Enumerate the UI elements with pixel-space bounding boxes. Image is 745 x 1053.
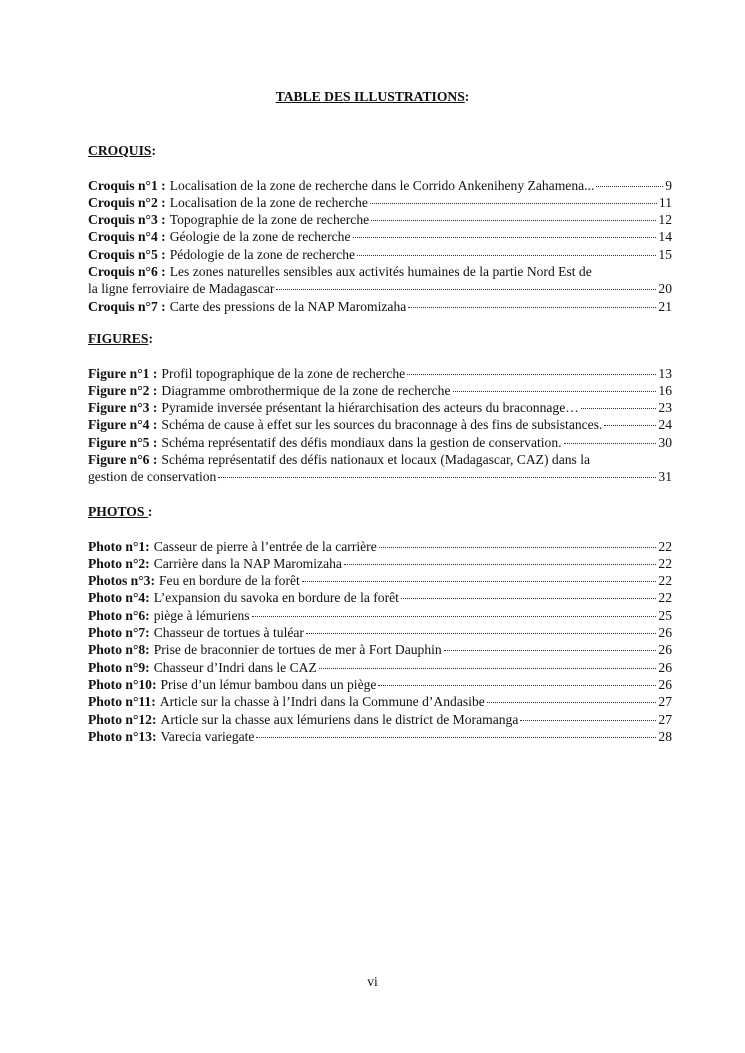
- entry-page: 13: [658, 365, 672, 381]
- toc-entry-line: [88, 194, 672, 211]
- entry-title: L’expansion du savoka en bordure de la forêt: [153, 590, 399, 606]
- toc-entry-line: [88, 711, 672, 728]
- toc-entry: [88, 641, 672, 658]
- entry-title: Casseur de pierre à l’entrée de la carrière: [153, 538, 377, 554]
- entry-page: 9: [665, 177, 672, 193]
- entry-page: 22: [658, 555, 672, 571]
- entry-page: 11: [658, 194, 672, 210]
- toc-entry: [88, 382, 672, 399]
- entry-title: Prise de braconnier de tortues de mer à Fort Dauphin: [153, 642, 442, 658]
- entry-page: 16: [658, 382, 672, 398]
- dot-leader: [407, 374, 656, 375]
- toc-entry: [88, 263, 672, 298]
- toc-entry: [88, 676, 672, 693]
- toc-entry: [88, 659, 672, 676]
- entry-page: 20: [658, 281, 672, 297]
- entry-label: Photo n°1:: [88, 538, 150, 554]
- entry-title: Les zones naturelles sensibles aux activités humaines de la partie Nord Est de: [169, 264, 592, 280]
- dot-leader: [344, 564, 656, 565]
- toc-entry-line: [88, 589, 672, 606]
- toc-entry-line: [88, 624, 672, 641]
- entry-title: Prise d’un lémur bambou dans un piège: [160, 676, 377, 692]
- entry-title-continued: la ligne ferroviaire de Madagascar: [88, 281, 275, 297]
- title-suffix: :: [464, 89, 470, 104]
- page-title: [0, 89, 745, 105]
- toc-entry: [88, 711, 672, 728]
- section-heading-text: PHOTOS: [88, 504, 148, 519]
- entry-title: Feu en bordure de la forêt: [159, 573, 300, 589]
- section-heading: [88, 330, 672, 347]
- entry-page: 26: [658, 625, 672, 641]
- spacer: [88, 520, 672, 537]
- spacer: [88, 347, 672, 364]
- dot-leader: [408, 307, 656, 308]
- entry-page: 25: [658, 607, 672, 623]
- entry-page: 24: [658, 417, 672, 433]
- toc-entry: [88, 194, 672, 211]
- title-text: TABLE DES ILLUSTRATIONS: [275, 89, 465, 104]
- toc-entry-line: [88, 693, 672, 710]
- section-heading-suffix: :: [151, 143, 156, 158]
- toc-entry-line: [88, 246, 672, 263]
- dot-leader: [370, 203, 657, 204]
- entry-label: Photo n°2:: [88, 555, 150, 571]
- entry-label: Figure n°2 :: [88, 382, 158, 398]
- entry-label: Croquis n°1 :: [88, 177, 166, 193]
- dot-leader: [444, 650, 657, 651]
- toc-entry: [88, 434, 672, 451]
- toc-entry-line: [88, 280, 672, 297]
- dot-leader: [379, 547, 657, 548]
- toc-entry-line: [88, 538, 672, 555]
- toc-entry: [88, 365, 672, 382]
- dot-leader: [487, 702, 657, 703]
- entry-page: 15: [658, 246, 672, 262]
- toc-entry: [88, 693, 672, 710]
- toc-entry-line: [88, 298, 672, 315]
- toc-entry-line: [88, 263, 672, 280]
- dot-leader: [276, 289, 656, 290]
- toc-entry: [88, 555, 672, 572]
- entry-title: Schéma représentatif des défis mondiaux dans la gestion de conservation.: [161, 434, 562, 450]
- section-photos: [88, 503, 672, 745]
- entry-title: Chasseur d’Indri dans le CAZ: [153, 659, 317, 675]
- entry-title: Topographie de la zone de recherche: [169, 212, 370, 228]
- entry-label: Photo n°11:: [88, 694, 156, 710]
- dot-leader: [453, 391, 657, 392]
- dot-leader: [596, 186, 663, 187]
- dot-leader: [256, 737, 656, 738]
- entry-label: Figure n°4 :: [88, 417, 158, 433]
- entry-title: Géologie de la zone de recherche: [169, 229, 351, 245]
- toc-entry: [88, 246, 672, 263]
- dot-leader: [306, 633, 656, 634]
- dot-leader: [520, 720, 656, 721]
- toc-entry-line: [88, 365, 672, 382]
- toc-entry: [88, 211, 672, 228]
- entry-page: 21: [658, 298, 672, 314]
- toc-entry: [88, 399, 672, 416]
- toc-entry-line: [88, 641, 672, 658]
- entry-label: Photo n°4:: [88, 590, 150, 606]
- section-figures: [88, 330, 672, 486]
- toc-entry-line: [88, 728, 672, 745]
- entry-label: Croquis n°7 :: [88, 298, 166, 314]
- toc-entry-line: [88, 468, 672, 485]
- entry-title: Schéma de cause à effet sur les sources du braconnage à des fins de subsistances.: [161, 417, 603, 433]
- dot-leader: [252, 616, 657, 617]
- dot-leader: [357, 255, 656, 256]
- entry-title: Profil topographique de la zone de recherche: [161, 365, 406, 381]
- entry-label: Figure n°3 :: [88, 400, 158, 416]
- entry-title: Localisation de la zone de recherche dans le Corrido Ankeniheny Zahamena...: [169, 177, 595, 193]
- entry-label: Photo n°12:: [88, 711, 157, 727]
- toc-entry: [88, 607, 672, 624]
- entry-label: Croquis n°6 :: [88, 264, 166, 280]
- entry-page: 27: [658, 711, 672, 727]
- entry-title: Chasseur de tortues à tuléar: [153, 625, 304, 641]
- entry-title: Diagramme ombrothermique de la zone de recherche: [161, 382, 451, 398]
- entry-title: piège à lémuriens: [153, 607, 250, 623]
- entry-title: Localisation de la zone de recherche: [169, 194, 368, 210]
- toc-entry-line: [88, 382, 672, 399]
- entry-label: Photo n°10:: [88, 676, 157, 692]
- entry-page: 12: [658, 212, 672, 228]
- entry-page: 26: [658, 659, 672, 675]
- toc-entry: [88, 538, 672, 555]
- entry-label: Photo n°8:: [88, 642, 150, 658]
- section-croquis: [88, 142, 672, 315]
- entry-page: 28: [658, 728, 672, 744]
- toc-entry-line: [88, 676, 672, 693]
- toc-entry: [88, 416, 672, 433]
- entry-title: Pyramide inversée présentant la hiérarchisation des acteurs du braconnage…: [161, 400, 579, 416]
- dot-leader: [378, 685, 656, 686]
- toc-entry: [88, 624, 672, 641]
- entry-page: 26: [658, 642, 672, 658]
- dot-leader: [581, 408, 657, 409]
- entry-page: 22: [658, 538, 672, 554]
- entry-label: Figure n°1 :: [88, 365, 158, 381]
- section-heading-text: FIGURES: [88, 331, 149, 346]
- entry-label: Croquis n°3 :: [88, 212, 166, 228]
- toc-entry: [88, 177, 672, 194]
- toc-entry-line: [88, 399, 672, 416]
- dot-leader: [604, 425, 656, 426]
- entry-page: 30: [658, 434, 672, 450]
- page-number: vi: [367, 974, 378, 989]
- entry-label: Photo n°9:: [88, 659, 150, 675]
- entry-page: 27: [658, 694, 672, 710]
- toc-entry-line: [88, 211, 672, 228]
- toc-entry-line: [88, 416, 672, 433]
- entry-label: Croquis n°5 :: [88, 246, 166, 262]
- entry-title: Article sur la chasse aux lémuriens dans le district de Moramanga: [160, 711, 519, 727]
- toc-entry-line: [88, 607, 672, 624]
- dot-leader: [302, 581, 657, 582]
- spacer: [88, 159, 672, 176]
- entry-title: Article sur la chasse à l’Indri dans la Commune d’Andasibe: [159, 694, 485, 710]
- toc-entry-line: [88, 659, 672, 676]
- section-heading-suffix: :: [148, 331, 153, 346]
- toc-entry: [88, 589, 672, 606]
- toc-entry-line: [88, 572, 672, 589]
- toc-entry-line: [88, 555, 672, 572]
- entry-title: Varecia variegate: [160, 728, 255, 744]
- toc-entry-line: [88, 177, 672, 194]
- entry-label: Photos n°3:: [88, 573, 155, 589]
- section-heading: [88, 142, 672, 159]
- toc-entry-line: [88, 228, 672, 245]
- toc-entry-line: [88, 434, 672, 451]
- entry-page: 22: [658, 573, 672, 589]
- section-heading: [88, 503, 672, 520]
- entry-page: 26: [658, 676, 672, 692]
- dot-leader: [319, 668, 657, 669]
- toc-entry: [88, 298, 672, 315]
- entry-title: Schéma représentatif des défis nationaux et locaux (Madagascar, CAZ) dans la: [161, 452, 591, 468]
- entry-title: Carte des pressions de la NAP Maromizaha: [169, 298, 407, 314]
- entry-label: Figure n°6 :: [88, 452, 158, 468]
- toc-entry: [88, 572, 672, 589]
- toc-entry: [88, 728, 672, 745]
- entry-page: 23: [658, 400, 672, 416]
- entry-page: 22: [658, 590, 672, 606]
- toc-entry-line: [88, 451, 672, 468]
- dot-leader: [401, 598, 656, 599]
- entry-label: Photo n°13:: [88, 728, 157, 744]
- toc-entry: [88, 228, 672, 245]
- dot-leader: [564, 443, 657, 444]
- entry-label: Photo n°7:: [88, 625, 150, 641]
- entry-label: Croquis n°4 :: [88, 229, 166, 245]
- entry-page: 31: [658, 469, 672, 485]
- entry-page: 14: [658, 229, 672, 245]
- entry-label: Figure n°5 :: [88, 434, 158, 450]
- section-heading-text: CROQUIS: [88, 143, 152, 158]
- entry-label: Photo n°6:: [88, 607, 150, 623]
- entry-label: Croquis n°2 :: [88, 194, 166, 210]
- dot-leader: [218, 477, 656, 478]
- dot-leader: [353, 237, 657, 238]
- entry-title: Carrière dans la NAP Maromizaha: [153, 555, 342, 571]
- section-heading-suffix: :: [147, 504, 153, 519]
- dot-leader: [371, 220, 656, 221]
- entry-title-continued: gestion de conservation: [88, 469, 217, 485]
- entry-title: Pédologie de la zone de recherche: [169, 246, 356, 262]
- toc-entry: [88, 451, 672, 486]
